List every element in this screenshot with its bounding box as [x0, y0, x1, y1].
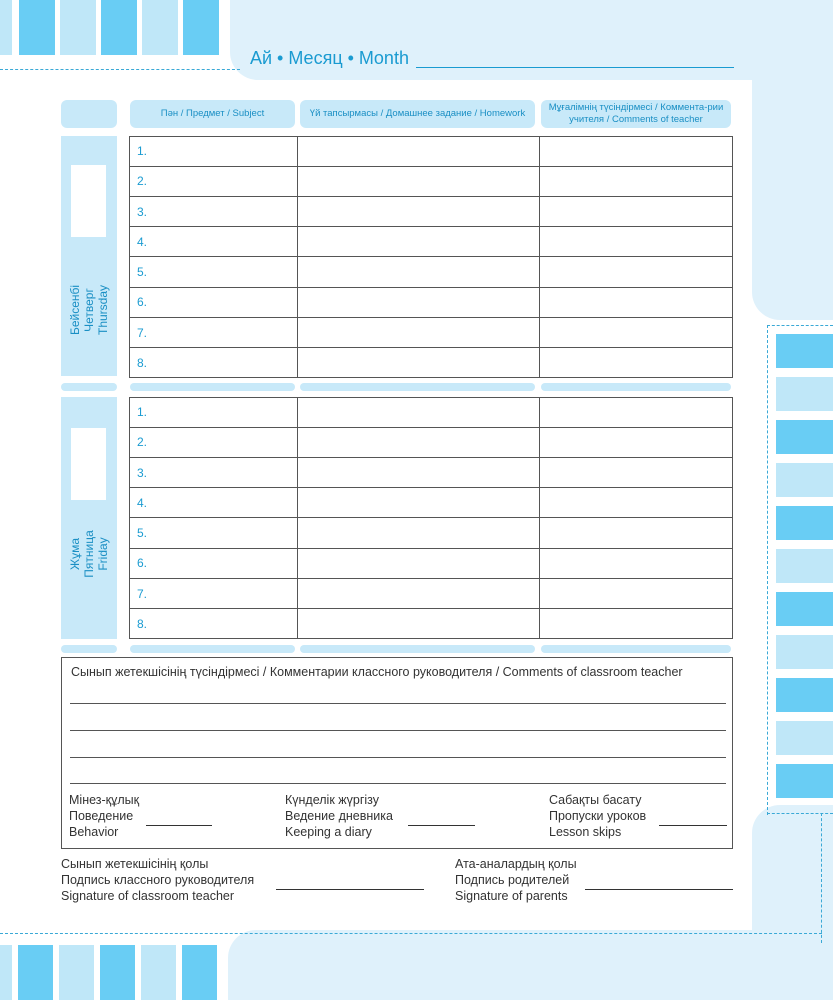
homework-cell[interactable]	[297, 227, 539, 257]
column-header-subject: Пән / Предмет / Subject	[130, 100, 295, 128]
table-row	[130, 257, 732, 287]
row-number: 2.	[130, 427, 297, 457]
table-row	[130, 137, 732, 166]
table-row	[130, 348, 732, 377]
comment-cell[interactable]	[539, 578, 732, 608]
column-header-teacher-comments: Мұғалімнің түсіндірмесі / Коммента-рии учителя / Comments of teacher	[541, 100, 731, 128]
homework-cell[interactable]	[297, 488, 539, 518]
row-number: 3.	[130, 196, 297, 226]
table-row	[130, 287, 732, 317]
header-corner	[61, 100, 117, 128]
table-row	[130, 398, 732, 427]
table-row	[130, 227, 732, 257]
schedule-table-friday	[129, 397, 733, 639]
homework-cell[interactable]	[297, 427, 539, 457]
row-number: 5.	[130, 257, 297, 287]
homework-cell[interactable]	[297, 317, 539, 347]
row-number: 5.	[130, 518, 297, 548]
teacher-signature-label: Сынып жетекшісінің қолы Подпись классного руководителя Signature of classroom teacher	[61, 857, 255, 903]
comment-cell[interactable]	[539, 137, 732, 166]
comment-cell[interactable]	[539, 609, 732, 638]
table-row	[130, 488, 732, 518]
day-label-friday: Жұма Пятница Friday	[68, 530, 110, 578]
dashed-line-bottom	[0, 933, 822, 934]
homework-cell[interactable]	[297, 609, 539, 638]
lesson-skips-input-line[interactable]	[659, 825, 727, 826]
page-title: Ай • Месяц • Month	[250, 48, 409, 68]
row-number: 8.	[130, 348, 297, 377]
homework-cell[interactable]	[297, 287, 539, 317]
comment-cell[interactable]	[539, 317, 732, 347]
homework-cell[interactable]	[297, 398, 539, 427]
dashed-line-right-bottom	[767, 813, 833, 814]
dashed-line-right-corner	[821, 813, 822, 943]
row-number: 3.	[130, 457, 297, 487]
date-box[interactable]	[71, 428, 106, 500]
homework-cell[interactable]	[297, 257, 539, 287]
homework-cell[interactable]	[297, 348, 539, 377]
day-panel-friday	[61, 397, 117, 639]
column-header-homework: Үй тапсырмасы / Домашнее задание / Homework	[300, 100, 535, 128]
lesson-skips-label: Сабақты басату Пропуски уроков Lesson skips	[549, 793, 647, 839]
row-number: 4.	[130, 227, 297, 257]
behavior-label: Мінез-құлық Поведение Behavior	[69, 793, 140, 839]
row-number: 1.	[130, 398, 297, 427]
dashed-line-top	[0, 69, 240, 70]
parents-signature-line[interactable]	[585, 889, 733, 890]
row-number: 2.	[130, 166, 297, 196]
footer-background	[228, 930, 833, 1000]
table-row	[130, 196, 732, 226]
row-number: 8.	[130, 609, 297, 638]
comment-line[interactable]	[70, 730, 726, 731]
homework-cell[interactable]	[297, 196, 539, 226]
comment-cell[interactable]	[539, 227, 732, 257]
date-box[interactable]	[71, 165, 106, 237]
row-number: 4.	[130, 488, 297, 518]
parents-signature-label: Ата-аналардың қолы Подпись родителей Signature of parents	[455, 857, 577, 903]
comment-cell[interactable]	[539, 196, 732, 226]
teacher-signature-line[interactable]	[276, 889, 424, 890]
homework-cell[interactable]	[297, 518, 539, 548]
comment-cell[interactable]	[539, 488, 732, 518]
comment-cell[interactable]	[539, 348, 732, 377]
comment-cell[interactable]	[539, 548, 732, 578]
dashed-line-right-top	[767, 325, 833, 326]
day-panel-thursday	[61, 136, 117, 376]
table-row	[130, 609, 732, 638]
table-row	[130, 317, 732, 347]
row-number: 6.	[130, 548, 297, 578]
comment-cell[interactable]	[539, 287, 732, 317]
homework-cell[interactable]	[297, 137, 539, 166]
comment-cell[interactable]	[539, 166, 732, 196]
row-number: 7.	[130, 578, 297, 608]
table-row	[130, 427, 732, 457]
class-teacher-comments-title: Сынып жетекшісінің түсіндірмесі / Комментарии классного руководителя / Comments of classroom teacher	[71, 665, 683, 679]
row-number: 7.	[130, 317, 297, 347]
comment-cell[interactable]	[539, 427, 732, 457]
diary-label: Күнделік жүргізу Ведение дневника Keeping a diary	[285, 793, 393, 839]
row-number: 1.	[130, 137, 297, 166]
class-teacher-comments-box	[61, 657, 733, 849]
homework-cell[interactable]	[297, 457, 539, 487]
comment-line[interactable]	[70, 783, 726, 784]
table-row	[130, 166, 732, 196]
comment-line[interactable]	[70, 703, 726, 704]
dashed-line-right-middle	[767, 325, 768, 815]
table-row	[130, 548, 732, 578]
table-row	[130, 457, 732, 487]
schedule-table-thursday	[129, 136, 733, 378]
behavior-input-line[interactable]	[146, 825, 212, 826]
comment-cell[interactable]	[539, 518, 732, 548]
comment-cell[interactable]	[539, 457, 732, 487]
row-number: 6.	[130, 287, 297, 317]
right-background-top	[752, 0, 833, 320]
diary-input-line[interactable]	[408, 825, 475, 826]
homework-cell[interactable]	[297, 548, 539, 578]
homework-cell[interactable]	[297, 166, 539, 196]
comment-cell[interactable]	[539, 257, 732, 287]
comment-line[interactable]	[70, 757, 726, 758]
day-label-thursday: Бейсенбі Четверг Thursday	[68, 284, 110, 336]
month-input-line[interactable]	[416, 67, 734, 68]
homework-cell[interactable]	[297, 578, 539, 608]
table-row	[130, 518, 732, 548]
table-row	[130, 578, 732, 608]
comment-cell[interactable]	[539, 398, 732, 427]
